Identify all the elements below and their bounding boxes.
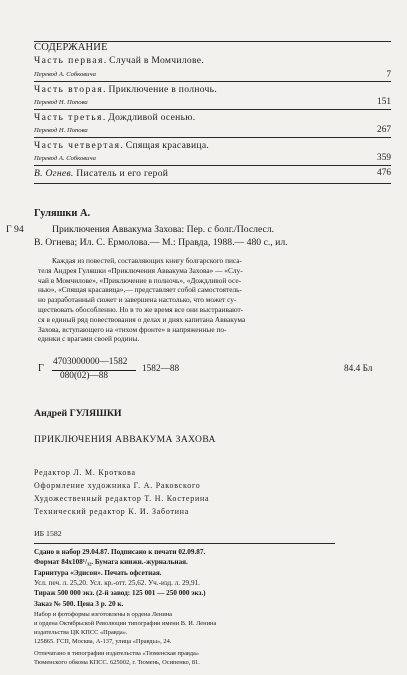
imprint-line-4: Усл. печ. л. 25,20. Усл. кр.-отт. 25,62. Уч.-изд. л. 29,91. [34,579,200,587]
toc-divider-1 [34,81,391,82]
catalog-code-denominator: 080(02)—88 [60,371,109,381]
toc-entry-3-page: 267 [377,125,391,135]
contents-top-rule [34,41,391,42]
catalog-code-numerator: 4703000000—1582 [53,357,128,367]
imprint-rule [34,543,335,544]
annotation-line: Захова, вступающего на «тихом фронте» в напряженные по- [38,324,227,334]
imprint-line-6: Заказ № 500. Цена 3 р. 20 к. [34,600,124,608]
toc-entry-4-page: 359 [377,153,391,163]
toc-divider-2 [34,109,391,110]
catalog-code-suffix: 1582—88 [142,364,180,374]
catalog-description-line-1: Приключения Аввакума Захова: Пер. с болг./Послесл. [52,224,275,235]
toc-divider-4 [34,165,391,166]
catalog-bbk: 84.4 Бл [344,364,373,374]
toc-entry-2-translator: Перевод Н. Попова [34,99,88,106]
toc-entry-4-translator: Перевод А. Собковича [34,155,96,162]
toc-entry-4-title: Часть четвертая. Спящая красавица. [34,140,210,151]
toc-entry-1-page: 7 [386,70,391,80]
toc-afterword: В. Огнев. Писатель и его герой [34,168,169,179]
annotation-line: единки с врагами своей родины. [38,334,140,344]
catalog-code-letter: Г [38,363,44,374]
book-title: ПРИКЛЮЧЕНИЯ АВВАКУМА ЗАХОВА [34,434,216,445]
imprint-printed-line-2: Тюменского обкома КПСС. 625002, г. Тюмень, Осипенко, 81. [34,659,200,666]
book-author: Андрей ГУЛЯШКИ [34,408,122,419]
imprint-line-5: Тираж 500 000 экз. (2-й завод: 125 001 — 250 000 экз.) [34,589,206,597]
annotation-line: нью», «Спящая красавица»,— представляет собой самостоятель- [38,285,242,295]
imprint-publisher-line-2: и ордена Октябрьской Революции типографии имени В. И. Ленина [34,620,217,627]
annotation-line: ся в единый ряд повествования о делах и днях капитана Аввакума [38,314,246,324]
imprint-publisher-line-4: 125865. ГСП, Москва, А-137, улица «Правды», 24. [34,638,172,645]
annotation-line: чай в Момчилове», «Приключение в полночь», «Дождливой осе- [38,275,242,285]
imprint-publisher-line-1: Набор и фотоформы изготовлены в ордена Ленина [34,611,173,618]
catalog-index: Г 94 [6,224,24,235]
annotation-line: ществовать обособленно. Но в то же время все они выстраивают- [38,304,244,314]
imprint-line-3: Гарнитура «Эдисон». Печать офсетная. [34,569,162,577]
toc-divider-3 [34,137,391,138]
credit-editor: Редактор Л. М. Кроткова [34,468,136,477]
toc-entry-1-title: Часть первая. Случай в Момчилове. [34,55,205,66]
imprint-line-2: Формат 84х108¹/₃₂. Бумага книжн.-журнальная. [34,558,188,566]
contents-bottom-rule [34,183,391,184]
imprint-printed-line-1: Отпечатано в типографии издательства «Тюменская правда» [34,650,200,657]
imprint-publisher-line-3: издательства ЦК КПСС «Правда». [34,629,128,636]
toc-entry-2-title: Часть вторая. Приключение в полночь. [34,84,218,95]
toc-entry-3-translator: Перевод Н. Попова [34,127,88,134]
contents-heading: СОДЕРЖАНИЕ [34,42,108,53]
imprint-ib: ИБ 1582 [34,529,62,538]
catalog-author-heading: Гуляшки А. [34,208,91,219]
annotation-line: но разработанный сюжет и завершена настолько, что может су- [38,295,237,305]
imprint-line-1: Сдано в набор 29.04.87. Подписано к печати 02.09.87. [34,548,206,556]
credit-tech-editor: Технический редактор К. И. Заботина [34,507,190,516]
toc-entry-1-translator: Перевод А. Собковича [34,71,96,78]
toc-entry-3-title: Часть третья. Дождливой осенью. [34,112,196,123]
toc-afterword-page: 476 [377,168,391,178]
annotation-line: теля Андрея Гуляшки «Приключения Аввакума Захова» — «Слу- [38,265,243,275]
catalog-description-line-2: В. Огнева; Ил. С. Ермолова.— М.: Правда, 1988.— 480 с., ил. [34,237,288,248]
catalog-annotation [38,256,376,344]
toc-entry-2-page: 151 [377,97,391,107]
annotation-line: Каждая из повестей, составляющих книгу болгарского писа- [52,256,242,265]
credit-cover-artist: Оформление художника Г. А. Раковского [34,481,201,490]
credit-art-editor: Художественный редактор Т. Н. Костерина [34,494,210,503]
